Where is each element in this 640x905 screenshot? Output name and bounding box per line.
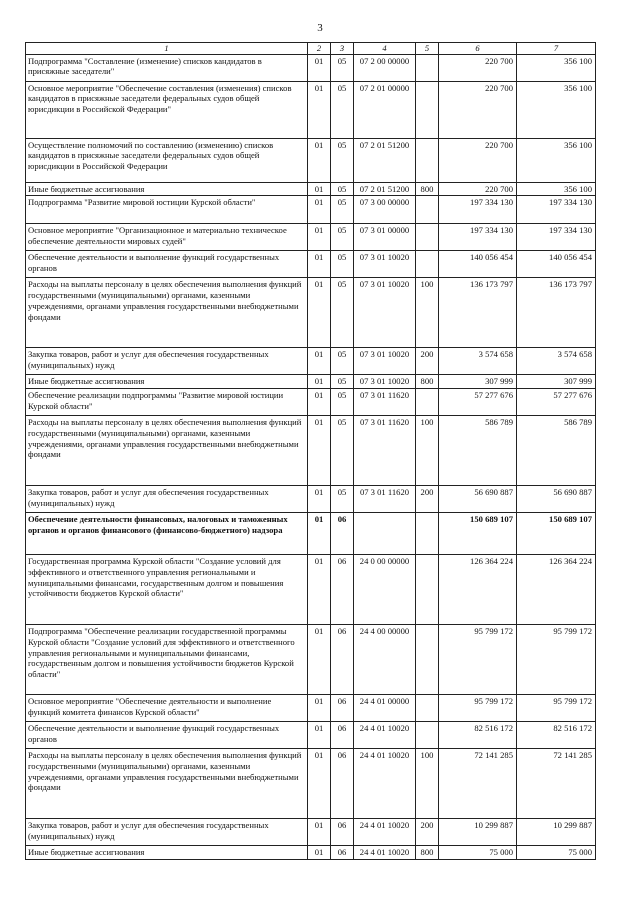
cell-target-article: 07 3 01 10020 [354,348,416,375]
cell-subsection: 06 [331,695,354,722]
cell-target-article: 07 3 00 00000 [354,196,416,224]
cell-section: 01 [308,375,331,389]
page-number: 3 [317,22,323,34]
cell-amount-year-1: 220 700 [439,54,517,81]
cell-expense-type: 200 [416,819,439,846]
cell-subsection: 06 [331,625,354,695]
cell-amount-year-1: 220 700 [439,182,517,196]
cell-amount-year-2: 197 334 130 [517,196,596,224]
table-row [26,81,596,138]
cell-expense-type: 800 [416,375,439,389]
cell-name: Иные бюджетные ассигнования [26,375,308,389]
table-row [26,348,596,375]
col-header-3: 3 [331,43,354,55]
cell-name: Основное мероприятие "Организационное и материально техническое обеспечение деятельности мировых судей" [26,224,308,251]
cell-subsection: 05 [331,389,354,416]
cell-subsection: 05 [331,278,354,348]
cell-section: 01 [308,389,331,416]
cell-section: 01 [308,749,331,819]
table-row [26,555,596,625]
cell-name: Государственная программа Курской области "Создание условий для эффективного и ответственного управления региональными и муниципальными финансами, государственным долгом и повышения устойчивости бюджетов Курской области" [26,555,308,625]
cell-amount-year-2: 75 000 [517,846,596,860]
cell-expense-type [416,81,439,138]
cell-name: Расходы на выплаты персоналу в целях обеспечения выполнения функций государственными (муниципальными) органами, казенными учреждениями, органами управления государственными внебюджетными фондами [26,416,308,486]
table-row [26,695,596,722]
cell-section: 01 [308,555,331,625]
cell-amount-year-1: 150 689 107 [439,513,517,555]
table-row [26,138,596,182]
cell-name: Обеспечение деятельности финансовых, налоговых и таможенных органов и органов финансового (финансово-бюджетного) надзора [26,513,308,555]
cell-subsection: 05 [331,54,354,81]
cell-section: 01 [308,695,331,722]
cell-target-article: 07 3 01 10020 [354,251,416,278]
cell-target-article: 07 2 01 51200 [354,182,416,196]
cell-section: 01 [308,196,331,224]
cell-amount-year-2: 3 574 658 [517,348,596,375]
cell-amount-year-2: 57 277 676 [517,389,596,416]
cell-amount-year-2: 82 516 172 [517,722,596,749]
cell-name: Подпрограмма "Составление (изменение) списков кандидатов в присяжные заседатели" [26,54,308,81]
cell-amount-year-1: 57 277 676 [439,389,517,416]
cell-name: Закупка товаров, работ и услуг для обеспечения государственных (муниципальных) нужд [26,348,308,375]
cell-name: Закупка товаров, работ и услуг для обеспечения государственных (муниципальных) нужд [26,819,308,846]
cell-amount-year-1: 95 799 172 [439,625,517,695]
cell-name: Обеспечение реализации подпрограммы "Развитие мировой юстиции Курской области" [26,389,308,416]
cell-target-article: 07 2 01 00000 [354,81,416,138]
cell-expense-type [416,722,439,749]
cell-section: 01 [308,819,331,846]
table-row [26,182,596,196]
cell-amount-year-2: 140 056 454 [517,251,596,278]
cell-name: Иные бюджетные ассигнования [26,846,308,860]
cell-target-article: 07 2 00 00000 [354,54,416,81]
cell-amount-year-2: 10 299 887 [517,819,596,846]
cell-amount-year-1: 95 799 172 [439,695,517,722]
cell-subsection: 05 [331,375,354,389]
cell-target-article: 07 2 01 51200 [354,138,416,182]
col-header-2: 2 [308,43,331,55]
cell-subsection: 05 [331,182,354,196]
cell-expense-type: 200 [416,348,439,375]
cell-amount-year-2: 126 364 224 [517,555,596,625]
cell-amount-year-1: 72 141 285 [439,749,517,819]
cell-amount-year-2: 586 789 [517,416,596,486]
cell-amount-year-2: 356 100 [517,138,596,182]
cell-expense-type [416,513,439,555]
cell-amount-year-1: 220 700 [439,81,517,138]
table-body [26,54,596,859]
cell-target-article: 24 4 01 10020 [354,819,416,846]
table-row [26,625,596,695]
cell-amount-year-2: 356 100 [517,81,596,138]
cell-amount-year-2: 307 999 [517,375,596,389]
cell-expense-type: 200 [416,486,439,513]
cell-target-article: 24 0 00 00000 [354,555,416,625]
cell-expense-type: 800 [416,846,439,860]
col-header-1: 1 [26,43,308,55]
cell-name: Обеспечение деятельности и выполнение функций государственных органов [26,722,308,749]
table-row [26,389,596,416]
table-row [26,416,596,486]
cell-amount-year-1: 307 999 [439,375,517,389]
cell-expense-type [416,695,439,722]
cell-expense-type: 100 [416,749,439,819]
cell-subsection: 05 [331,486,354,513]
cell-amount-year-1: 140 056 454 [439,251,517,278]
cell-subsection: 06 [331,513,354,555]
table-row [26,196,596,224]
cell-subsection: 05 [331,224,354,251]
table-row [26,278,596,348]
cell-expense-type [416,138,439,182]
column-number-row [26,43,596,55]
table-row [26,251,596,278]
cell-target-article: 07 3 01 00000 [354,224,416,251]
cell-subsection: 06 [331,722,354,749]
cell-name: Основное мероприятие "Обеспечение составления (изменения) списков кандидатов в присяжные заседатели федеральных судов общей юрисдикции в Российской Федерации" [26,81,308,138]
cell-name: Расходы на выплаты персоналу в целях обеспечения выполнения функций государственными (муниципальными) органами, казенными учреждениями, органами управления государственными внебюджетными фондами [26,278,308,348]
cell-expense-type [416,625,439,695]
cell-name: Обеспечение деятельности и выполнение функций государственных органов [26,251,308,278]
cell-target-article: 07 3 01 11620 [354,486,416,513]
cell-target-article: 24 4 01 10020 [354,722,416,749]
cell-name: Иные бюджетные ассигнования [26,182,308,196]
table-row [26,722,596,749]
cell-amount-year-1: 75 000 [439,846,517,860]
cell-section: 01 [308,138,331,182]
cell-subsection: 05 [331,348,354,375]
cell-section: 01 [308,486,331,513]
cell-expense-type [416,54,439,81]
cell-section: 01 [308,251,331,278]
cell-expense-type: 800 [416,182,439,196]
cell-subsection: 06 [331,819,354,846]
cell-amount-year-1: 586 789 [439,416,517,486]
cell-amount-year-2: 95 799 172 [517,625,596,695]
cell-subsection: 05 [331,196,354,224]
cell-name: Подпрограмма "Развитие мировой юстиции Курской области" [26,196,308,224]
cell-amount-year-2: 136 173 797 [517,278,596,348]
cell-amount-year-2: 56 690 887 [517,486,596,513]
cell-section: 01 [308,348,331,375]
cell-target-article: 24 4 00 00000 [354,625,416,695]
table-row [26,224,596,251]
col-header-6: 6 [439,43,517,55]
cell-subsection: 06 [331,749,354,819]
cell-section: 01 [308,278,331,348]
cell-expense-type [416,555,439,625]
cell-expense-type: 100 [416,416,439,486]
col-header-5: 5 [416,43,439,55]
cell-section: 01 [308,182,331,196]
cell-section: 01 [308,54,331,81]
cell-amount-year-1: 56 690 887 [439,486,517,513]
cell-subsection: 05 [331,81,354,138]
cell-section: 01 [308,513,331,555]
cell-amount-year-2: 95 799 172 [517,695,596,722]
cell-target-article: 07 3 01 10020 [354,278,416,348]
cell-name: Расходы на выплаты персоналу в целях обеспечения выполнения функций государственными (муниципальными) органами, казенными учреждениями, органами управления государственными внебюджетными фондами [26,749,308,819]
cell-name: Закупка товаров, работ и услуг для обеспечения государственных (муниципальных) нужд [26,486,308,513]
cell-amount-year-1: 197 334 130 [439,196,517,224]
cell-subsection: 05 [331,416,354,486]
cell-amount-year-2: 197 334 130 [517,224,596,251]
cell-subsection: 05 [331,138,354,182]
table-row [26,513,596,555]
cell-expense-type [416,224,439,251]
cell-expense-type [416,196,439,224]
cell-section: 01 [308,722,331,749]
table-row [26,486,596,513]
table-row [26,749,596,819]
cell-target-article: 07 3 01 11620 [354,416,416,486]
cell-amount-year-1: 126 364 224 [439,555,517,625]
cell-target-article: 07 3 01 10020 [354,375,416,389]
table-row [26,375,596,389]
table-row [26,819,596,846]
cell-amount-year-1: 136 173 797 [439,278,517,348]
table-row [26,54,596,81]
cell-target-article: 24 4 01 10020 [354,749,416,819]
cell-target-article: 24 4 01 00000 [354,695,416,722]
cell-section: 01 [308,224,331,251]
cell-amount-year-1: 220 700 [439,138,517,182]
cell-expense-type [416,251,439,278]
cell-section: 01 [308,81,331,138]
cell-amount-year-2: 150 689 107 [517,513,596,555]
table-row [26,846,596,860]
cell-amount-year-2: 356 100 [517,54,596,81]
cell-subsection: 06 [331,846,354,860]
cell-name: Подпрограмма "Обеспечение реализации государственной программы Курской области "Создание условий для эффективного и ответственного управления региональными и муниципальными финансами, государственным долгом и повышения устойчивости бюджетов Курской области" [26,625,308,695]
cell-amount-year-1: 10 299 887 [439,819,517,846]
cell-section: 01 [308,625,331,695]
col-header-4: 4 [354,43,416,55]
cell-amount-year-1: 3 574 658 [439,348,517,375]
cell-amount-year-1: 197 334 130 [439,224,517,251]
cell-amount-year-2: 72 141 285 [517,749,596,819]
cell-amount-year-2: 356 100 [517,182,596,196]
cell-subsection: 05 [331,251,354,278]
cell-name: Осуществление полномочий по составлению (изменению) списков кандидатов в присяжные заседатели федеральных судов общей юрисдикции в Российской Федерации [26,138,308,182]
budget-table [25,42,596,860]
cell-section: 01 [308,846,331,860]
cell-target-article: 24 4 01 10020 [354,846,416,860]
cell-section: 01 [308,416,331,486]
cell-name: Основное мероприятие "Обеспечение деятельности и выполнение функций комитета финансов Курской области" [26,695,308,722]
cell-target-article [354,513,416,555]
cell-expense-type: 100 [416,278,439,348]
cell-amount-year-1: 82 516 172 [439,722,517,749]
cell-subsection: 06 [331,555,354,625]
cell-expense-type [416,389,439,416]
col-header-7: 7 [517,43,596,55]
cell-target-article: 07 3 01 11620 [354,389,416,416]
